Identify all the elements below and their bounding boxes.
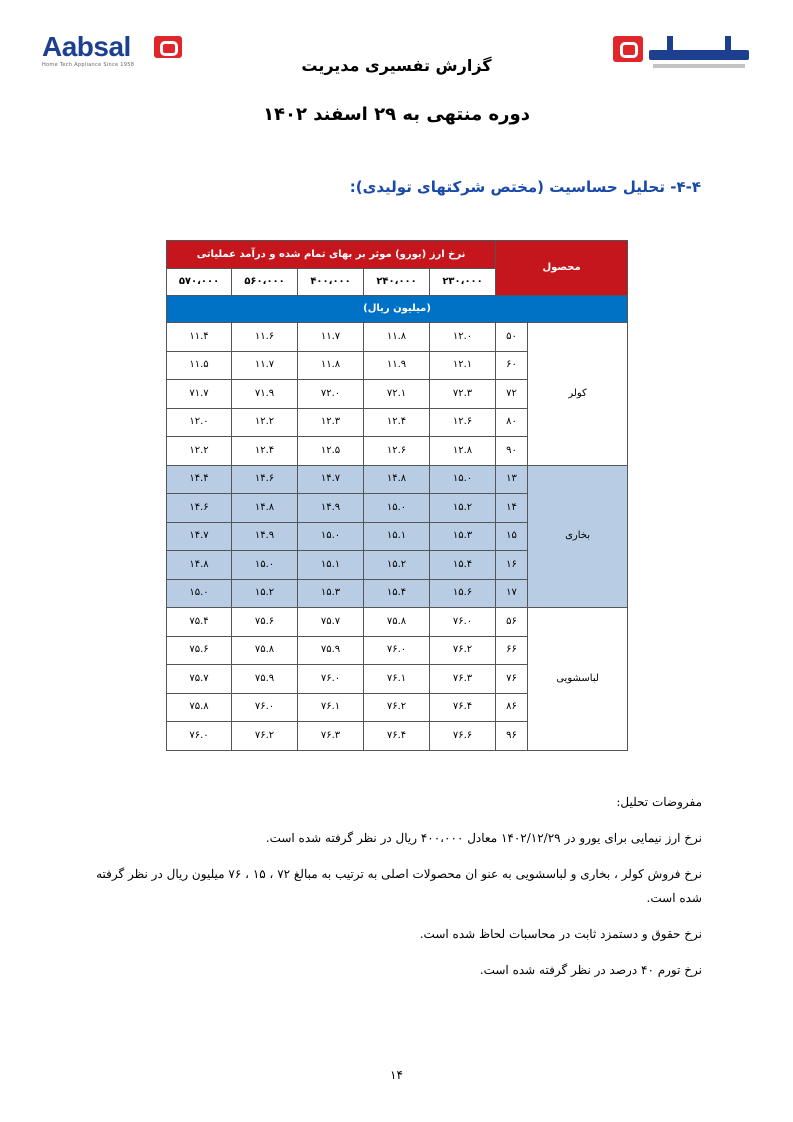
table-row <box>167 465 628 494</box>
value-cell: ۱۱.۸ <box>298 351 364 380</box>
unit-header: (میلیون ریال) <box>167 296 628 323</box>
base-price-cell: ۷۲ <box>496 380 528 409</box>
value-cell: ۱۲.۶ <box>364 437 430 466</box>
report-title: گزارش تفسیری مدیریت <box>301 56 492 75</box>
value-cell: ۷۶.۰ <box>232 693 298 722</box>
value-cell: ۷۲.۱ <box>364 380 430 409</box>
base-price-cell: ۱۴ <box>496 494 528 523</box>
value-cell: ۷۵.۸ <box>232 636 298 665</box>
value-cell: ۷۵.۸ <box>167 693 232 722</box>
section-heading: ۴-۴- تحلیل حساسیت (مختص شرکتهای تولیدی): <box>349 178 701 196</box>
value-cell: ۱۵.۱ <box>364 522 430 551</box>
value-cell: ۷۵.۴ <box>167 608 232 637</box>
value-cell: ۱۴.۴ <box>167 465 232 494</box>
value-cell: ۱۵.۰ <box>364 494 430 523</box>
value-cell: ۱۴.۶ <box>167 494 232 523</box>
value-cell: ۱۵.۲ <box>232 579 298 608</box>
rate-cell: ۲۴۰،۰۰۰ <box>364 269 430 296</box>
value-cell: ۷۶.۰ <box>298 665 364 694</box>
logo-left-tagline: Home Tech Appliance Since 1958 <box>42 62 135 68</box>
value-cell: ۷۶.۴ <box>430 693 496 722</box>
value-cell: ۱۲.۲ <box>167 437 232 466</box>
value-cell: ۷۶.۱ <box>364 665 430 694</box>
base-price-cell: ۸۶ <box>496 693 528 722</box>
assumptions-heading: مفروضات تحلیل: <box>616 795 702 809</box>
value-cell: ۷۵.۸ <box>364 608 430 637</box>
rate-cell: ۲۳۰،۰۰۰ <box>430 269 496 296</box>
table-row <box>167 608 628 637</box>
value-cell: ۷۶.۰ <box>167 722 232 751</box>
value-cell: ۱۵.۴ <box>364 579 430 608</box>
base-price-cell: ۹۰ <box>496 437 528 466</box>
value-cell: ۷۶.۳ <box>298 722 364 751</box>
value-cell: ۱۵.۴ <box>430 551 496 580</box>
value-cell: ۱۱.۹ <box>364 351 430 380</box>
value-cell: ۱۴.۸ <box>167 551 232 580</box>
value-cell: ۷۵.۶ <box>232 608 298 637</box>
value-cell: ۱۲.۲ <box>232 408 298 437</box>
value-cell: ۱۱.۴ <box>167 323 232 352</box>
base-price-cell: ۱۷ <box>496 579 528 608</box>
value-cell: ۷۱.۷ <box>167 380 232 409</box>
value-cell: ۷۵.۹ <box>298 636 364 665</box>
assumption-item: نرخ حقوق و دستمزد ثابت در محاسبات لحاظ شده است. <box>419 927 702 941</box>
value-cell: ۷۶.۲ <box>364 693 430 722</box>
base-price-cell: ۱۶ <box>496 551 528 580</box>
value-cell: ۱۲.۸ <box>430 437 496 466</box>
value-cell: ۱۲.۱ <box>430 351 496 380</box>
value-cell: ۱۱.۷ <box>232 351 298 380</box>
base-price-cell: ۶۰ <box>496 351 528 380</box>
rate-cell: ۵۶۰،۰۰۰ <box>232 269 298 296</box>
value-cell: ۱۲.۴ <box>364 408 430 437</box>
table-body <box>167 323 628 751</box>
logo-left-text: Aabsal <box>42 31 131 62</box>
logo-mark-icon <box>154 36 182 58</box>
value-cell: ۷۶.۰ <box>364 636 430 665</box>
value-cell: ۷۵.۹ <box>232 665 298 694</box>
value-cell: ۷۶.۴ <box>364 722 430 751</box>
value-cell: ۱۵.۰ <box>430 465 496 494</box>
base-price-cell: ۹۶ <box>496 722 528 751</box>
base-price-cell: ۵۰ <box>496 323 528 352</box>
value-cell: ۱۴.۶ <box>232 465 298 494</box>
value-cell: ۱۵.۳ <box>430 522 496 551</box>
value-cell: ۱۱.۶ <box>232 323 298 352</box>
value-cell: ۱۲.۳ <box>298 408 364 437</box>
base-price-cell: ۷۶ <box>496 665 528 694</box>
value-cell: ۱۵.۲ <box>430 494 496 523</box>
table-row <box>167 323 628 352</box>
value-cell: ۱۴.۹ <box>298 494 364 523</box>
value-cell: ۱۴.۸ <box>232 494 298 523</box>
value-cell: ۱۵.۶ <box>430 579 496 608</box>
value-cell: ۷۵.۷ <box>298 608 364 637</box>
page-number: ۱۴ <box>390 1068 403 1082</box>
value-cell: ۷۶.۳ <box>430 665 496 694</box>
assumption-item: نرخ تورم ۴۰ درصد در نظر گرفته شده است. <box>479 963 702 977</box>
base-price-cell: ۸۰ <box>496 408 528 437</box>
assumption-item: نرخ ارز نیمایی برای یورو در ۱۴۰۲/۱۲/۲۹ معادل ۴۰۰،۰۰۰ ریال در نظر گرفته شده است. <box>265 831 702 845</box>
value-cell: ۷۲.۳ <box>430 380 496 409</box>
value-cell: ۷۶.۶ <box>430 722 496 751</box>
value-cell: ۷۶.۲ <box>430 636 496 665</box>
value-cell: ۱۲.۵ <box>298 437 364 466</box>
value-cell: ۱۱.۵ <box>167 351 232 380</box>
report-period: دوره منتهی به ۲۹ اسفند ۱۴۰۲ <box>263 104 530 125</box>
value-cell: ۷۵.۶ <box>167 636 232 665</box>
value-cell: ۱۲.۰ <box>430 323 496 352</box>
value-cell: ۱۵.۰ <box>232 551 298 580</box>
value-cell: ۱۵.۱ <box>298 551 364 580</box>
value-cell: ۱۵.۲ <box>364 551 430 580</box>
value-cell: ۷۶.۰ <box>430 608 496 637</box>
value-cell: ۱۲.۰ <box>167 408 232 437</box>
assumption-item: نرخ فروش کولر ، بخاری و لباسشویی به عنو ان محصولات اصلی به ترتیب به مبالغ ۷۲ ، ۱۵ ، ۷۶ میلیون ریال در نظر گرفته شده است. <box>96 867 702 905</box>
value-cell: ۷۲.۰ <box>298 380 364 409</box>
value-cell: ۱۱.۷ <box>298 323 364 352</box>
base-price-cell: ۵۶ <box>496 608 528 637</box>
base-price-cell: ۶۶ <box>496 636 528 665</box>
base-price-cell: ۱۵ <box>496 522 528 551</box>
value-cell: ۱۵.۳ <box>298 579 364 608</box>
rate-header: نرخ ارز (یورو) موثر بر بهای تمام شده و درآمد عملیاتی <box>167 241 496 269</box>
product-name: کولر <box>528 323 628 466</box>
assumptions <box>90 790 702 994</box>
value-cell: ۱۱.۸ <box>364 323 430 352</box>
value-cell: ۱۴.۷ <box>298 465 364 494</box>
value-cell: ۷۶.۲ <box>232 722 298 751</box>
product-name: بخاری <box>528 465 628 608</box>
value-cell: ۱۵.۰ <box>167 579 232 608</box>
value-cell: ۷۱.۹ <box>232 380 298 409</box>
product-name: لباسشویی <box>528 608 628 751</box>
value-cell: ۱۴.۸ <box>364 465 430 494</box>
value-cell: ۱۲.۶ <box>430 408 496 437</box>
value-cell: ۱۲.۴ <box>232 437 298 466</box>
value-cell: ۷۵.۷ <box>167 665 232 694</box>
base-price-cell: ۱۳ <box>496 465 528 494</box>
value-cell: ۱۵.۰ <box>298 522 364 551</box>
rate-cell: ۴۰۰،۰۰۰ <box>298 269 364 296</box>
value-cell: ۷۶.۱ <box>298 693 364 722</box>
sensitivity-table <box>166 240 628 751</box>
rate-cell: ۵۷۰،۰۰۰ <box>167 269 232 296</box>
value-cell: ۱۴.۹ <box>232 522 298 551</box>
value-cell: ۱۴.۷ <box>167 522 232 551</box>
product-header: محصول <box>496 241 628 296</box>
